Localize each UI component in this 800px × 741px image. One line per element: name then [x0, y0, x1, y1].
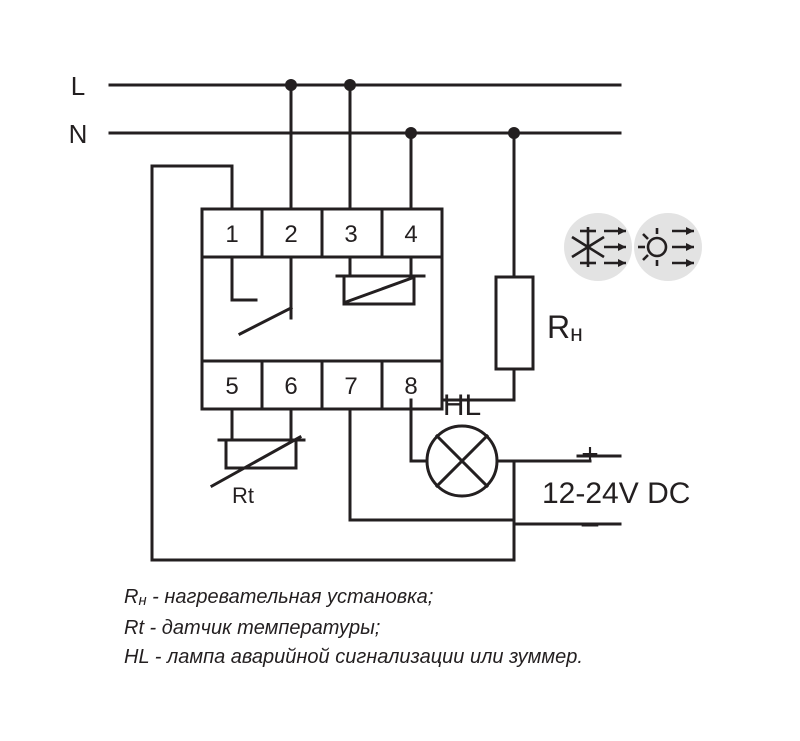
- legend-text-rh: - нагревательная установка;: [146, 586, 434, 608]
- terminal-label-3: 3: [344, 221, 358, 248]
- legend-symbol-hl: HL: [124, 646, 150, 668]
- label-plus: +: [581, 438, 599, 471]
- heater-resistor-Rh: [496, 277, 533, 369]
- label-HL: HL: [442, 389, 482, 422]
- legend-text-hl: - лампа аварийной сигнализации или зуммер.: [149, 646, 583, 668]
- junction-dot-L-1: [285, 79, 297, 91]
- device-body: [202, 257, 442, 361]
- label-Rt: Rt: [232, 483, 254, 508]
- junction-dot-N-1: [405, 127, 417, 139]
- terminal-label-6: 6: [284, 373, 298, 400]
- terminal-label-8: 8: [404, 373, 418, 400]
- mode-icons-group: [564, 213, 702, 281]
- terminal-label-5: 5: [225, 373, 239, 400]
- terminal-label-2: 2: [284, 221, 298, 248]
- label-minus: –: [581, 507, 599, 540]
- terminal-label-7: 7: [344, 373, 358, 400]
- label-voltage: 12-24V DC: [542, 477, 691, 510]
- legend-item-hl: [124, 643, 744, 672]
- junction-dot-L-2: [344, 79, 356, 91]
- legend-symbol-rh: Rн: [124, 586, 147, 609]
- terminal-label-1: 1: [225, 221, 239, 248]
- legend-text-rt: - датчик температуры;: [144, 617, 381, 639]
- legend-item-rh: [124, 583, 744, 614]
- legend-symbol-rt: Rt: [124, 617, 144, 639]
- legend: [124, 583, 744, 672]
- legend-item-rt: [124, 614, 744, 643]
- label-line-L: L: [70, 71, 86, 101]
- terminal-label-4: 4: [404, 221, 418, 248]
- junction-dot-N-2: [508, 127, 520, 139]
- label-Rh: Rн: [547, 309, 583, 346]
- label-line-N: N: [68, 119, 88, 149]
- junction-dots: [285, 79, 520, 139]
